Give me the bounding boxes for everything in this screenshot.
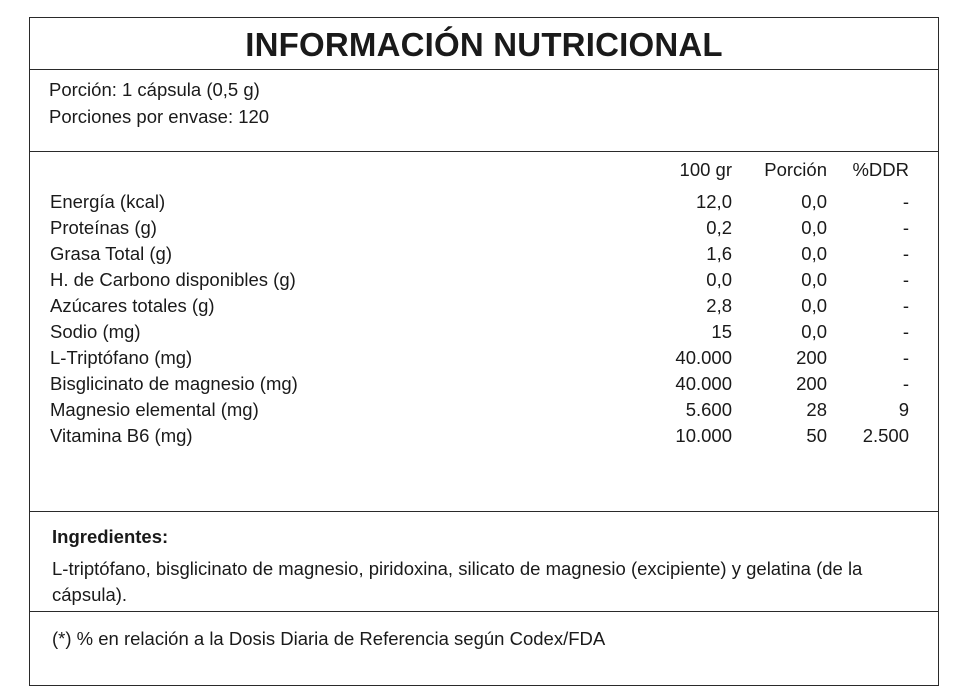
value-portion: 50 bbox=[806, 425, 827, 446]
value-ddr: 9 bbox=[898, 399, 909, 420]
nutrient-name: Proteínas (g) bbox=[50, 217, 157, 238]
value-ddr: - bbox=[902, 373, 909, 394]
value-portion: 0,0 bbox=[801, 217, 827, 238]
value-100gr: 5.600 bbox=[685, 399, 732, 420]
value-100gr: 2,8 bbox=[706, 295, 732, 316]
nutrient-name: L-Triptófano (mg) bbox=[50, 347, 193, 368]
value-100gr: 12,0 bbox=[695, 191, 732, 212]
value-ddr: - bbox=[902, 295, 909, 316]
value-ddr: 2.500 bbox=[862, 425, 909, 446]
value-ddr: - bbox=[902, 243, 909, 264]
value-portion: 0,0 bbox=[801, 269, 827, 290]
value-portion: 200 bbox=[796, 373, 827, 394]
value-100gr: 0,2 bbox=[706, 217, 732, 238]
table-row bbox=[30, 319, 938, 345]
value-100gr: 10.000 bbox=[675, 425, 732, 446]
portion-size: Porción: 1 cápsula (0,5 g) bbox=[49, 79, 260, 100]
servings-per-container: Porciones por envase: 120 bbox=[49, 106, 270, 127]
value-100gr: 15 bbox=[711, 321, 732, 342]
header-100gr: 100 gr bbox=[679, 159, 732, 180]
value-100gr: 40.000 bbox=[675, 373, 732, 394]
serving-info bbox=[30, 70, 938, 152]
nutrition-label bbox=[29, 17, 939, 686]
table-row bbox=[30, 241, 938, 267]
value-100gr: 1,6 bbox=[706, 243, 732, 264]
table-row bbox=[30, 189, 938, 215]
value-100gr: 40.000 bbox=[675, 347, 732, 368]
header-porcion: Porción bbox=[764, 159, 827, 180]
title-bar bbox=[30, 18, 938, 70]
page-title: INFORMACIÓN NUTRICIONAL bbox=[245, 25, 723, 63]
nutrient-table bbox=[30, 152, 938, 512]
value-100gr: 0,0 bbox=[706, 269, 732, 290]
ingredients-heading: Ingredientes: bbox=[52, 526, 169, 547]
value-portion: 0,0 bbox=[801, 243, 827, 264]
value-portion: 200 bbox=[796, 347, 827, 368]
value-ddr: - bbox=[902, 321, 909, 342]
nutrient-name: H. de Carbono disponibles (g) bbox=[50, 269, 296, 290]
value-ddr: - bbox=[902, 269, 909, 290]
ingredients-text: L-triptófano, bisglicinato de magnesio, piridoxina, silicato de magnesio (excipiente) y gelatina (de la cápsula). bbox=[52, 558, 863, 605]
value-portion: 0,0 bbox=[801, 191, 827, 212]
value-portion: 0,0 bbox=[801, 295, 827, 316]
nutrient-name: Vitamina B6 (mg) bbox=[50, 425, 193, 446]
ingredients-section bbox=[30, 512, 938, 612]
table-row bbox=[30, 371, 938, 397]
footnote: (*) % en relación a la Dosis Diaria de Referencia según Codex/FDA bbox=[52, 628, 606, 649]
table-row bbox=[30, 423, 938, 449]
nutrient-name: Azúcares totales (g) bbox=[50, 295, 215, 316]
value-portion: 28 bbox=[806, 399, 827, 420]
nutrient-name: Sodio (mg) bbox=[50, 321, 141, 342]
value-ddr: - bbox=[902, 347, 909, 368]
nutrient-name: Bisglicinato de magnesio (mg) bbox=[50, 373, 298, 394]
table-header-row bbox=[30, 157, 938, 183]
value-ddr: - bbox=[902, 191, 909, 212]
nutrient-name: Magnesio elemental (mg) bbox=[50, 399, 259, 420]
table-row bbox=[30, 293, 938, 319]
table-row bbox=[30, 267, 938, 293]
value-ddr: - bbox=[902, 217, 909, 238]
table-row bbox=[30, 397, 938, 423]
value-portion: 0,0 bbox=[801, 321, 827, 342]
table-row bbox=[30, 215, 938, 241]
nutrient-name: Energía (kcal) bbox=[50, 191, 166, 212]
header-ddr: %DDR bbox=[852, 159, 909, 180]
nutrient-name: Grasa Total (g) bbox=[50, 243, 173, 264]
table-row bbox=[30, 345, 938, 371]
